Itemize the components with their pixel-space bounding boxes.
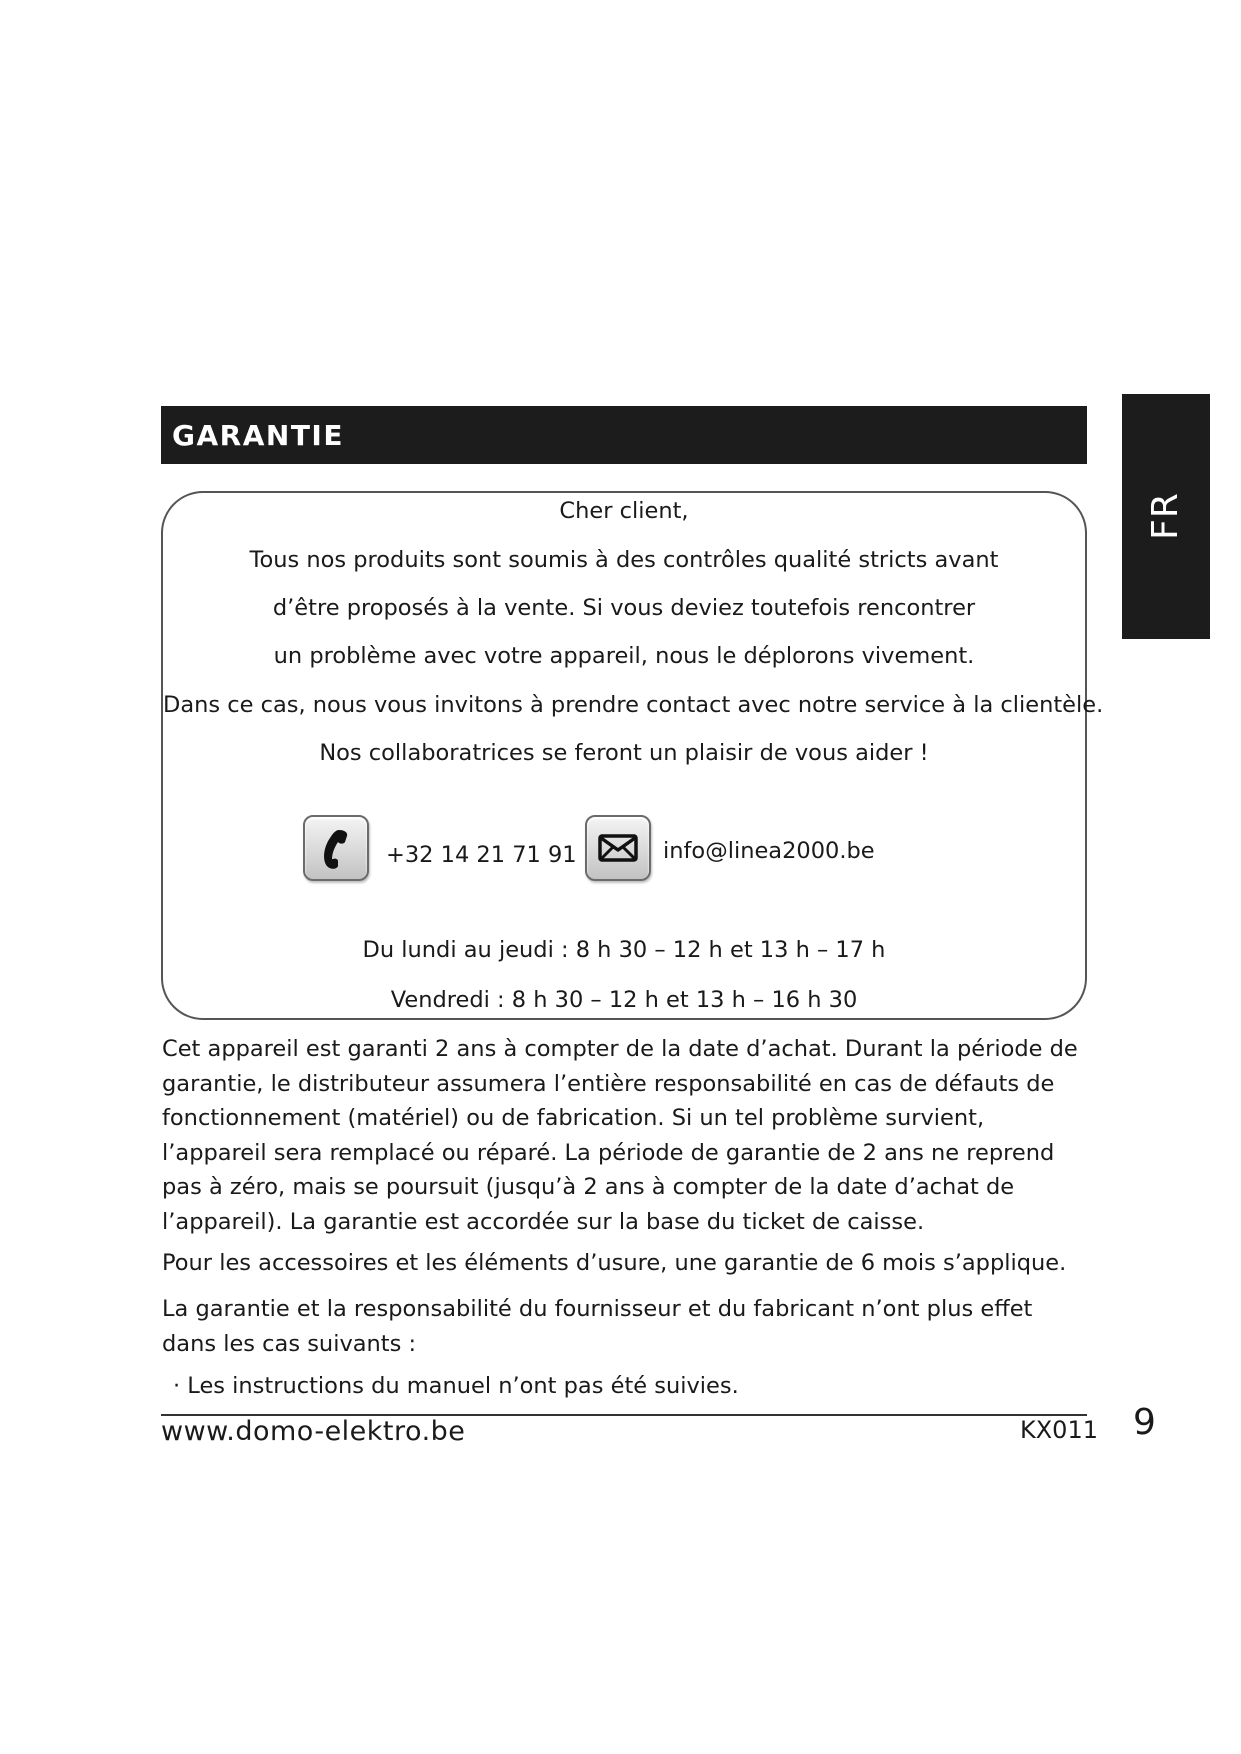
warranty-paragraph-2 [162, 1246, 1092, 1281]
page-number: 9 [1133, 1402, 1156, 1443]
opening-hours-weekdays: Du lundi au jeudi : 8 h 30 – 12 h et 13 h – 17 h [362, 937, 886, 963]
footer-website[interactable]: www.domo-elektro.be [161, 1416, 466, 1447]
warranty-paragraph-3 [162, 1292, 1092, 1361]
intro-line-4: Dans ce cas, nous vous invitons à prendre contact avec notre service à la clientèle. [163, 692, 1104, 718]
warranty-paragraph-1 [162, 1032, 1092, 1239]
language-tab-label: FR [1145, 492, 1186, 540]
opening-hours-friday: Vendredi : 8 h 30 – 12 h et 13 h – 16 h 30 [390, 987, 858, 1013]
greeting: Cher client, [559, 498, 689, 524]
phone-icon [303, 815, 369, 881]
email-address[interactable]: info@linea2000.be [663, 838, 875, 864]
warranty-paragraph-1-text: Cet appareil est garanti 2 ans à compter de la date d’achat. Durant la période de garantie, le distributeur assumera l’entière responsabilité en cas de défauts de fonctionnement (matériel) ou de fabrication. Si un tel problème survient, l’appareil sera remplacé ou réparé. La période de garantie de 2 ans ne reprend pas à zéro, mais se poursuit (jusqu’à 2 ans à compter de la date d’achat de l’appareil). La garantie est accordée sur la base du ticket de caisse. [162, 1036, 1078, 1235]
footer-model-number: KX011 [1020, 1416, 1098, 1444]
intro-line-3: un problème avec votre appareil, nous le déplorons vivement. [273, 643, 975, 669]
envelope-icon [585, 815, 651, 881]
phone-number[interactable]: +32 14 21 71 91 [386, 842, 577, 868]
exclusion-bullet-1: · Les instructions du manuel n’ont pas été suivies. [173, 1373, 739, 1399]
intro-line-1: Tous nos produits sont soumis à des contrôles qualité stricts avant [249, 547, 999, 573]
customer-service-box [161, 491, 1104, 1020]
intro-line-2: d’être proposés à la vente. Si vous deviez toutefois rencontrer [272, 595, 976, 621]
section-title: GARANTIE [172, 419, 344, 452]
language-tab [1122, 394, 1210, 639]
exclusions-intro-text: La garantie et la responsabilité du fournisseur et du fabricant n’ont plus effet dans les cas suivants : [162, 1296, 1033, 1357]
section-header-bar [161, 406, 1087, 464]
accessories-warranty-text: Pour les accessoires et les éléments d’usure, une garantie de 6 mois s’applique. [162, 1250, 1067, 1276]
intro-line-5: Nos collaboratrices se feront un plaisir de vous aider ! [319, 740, 929, 766]
